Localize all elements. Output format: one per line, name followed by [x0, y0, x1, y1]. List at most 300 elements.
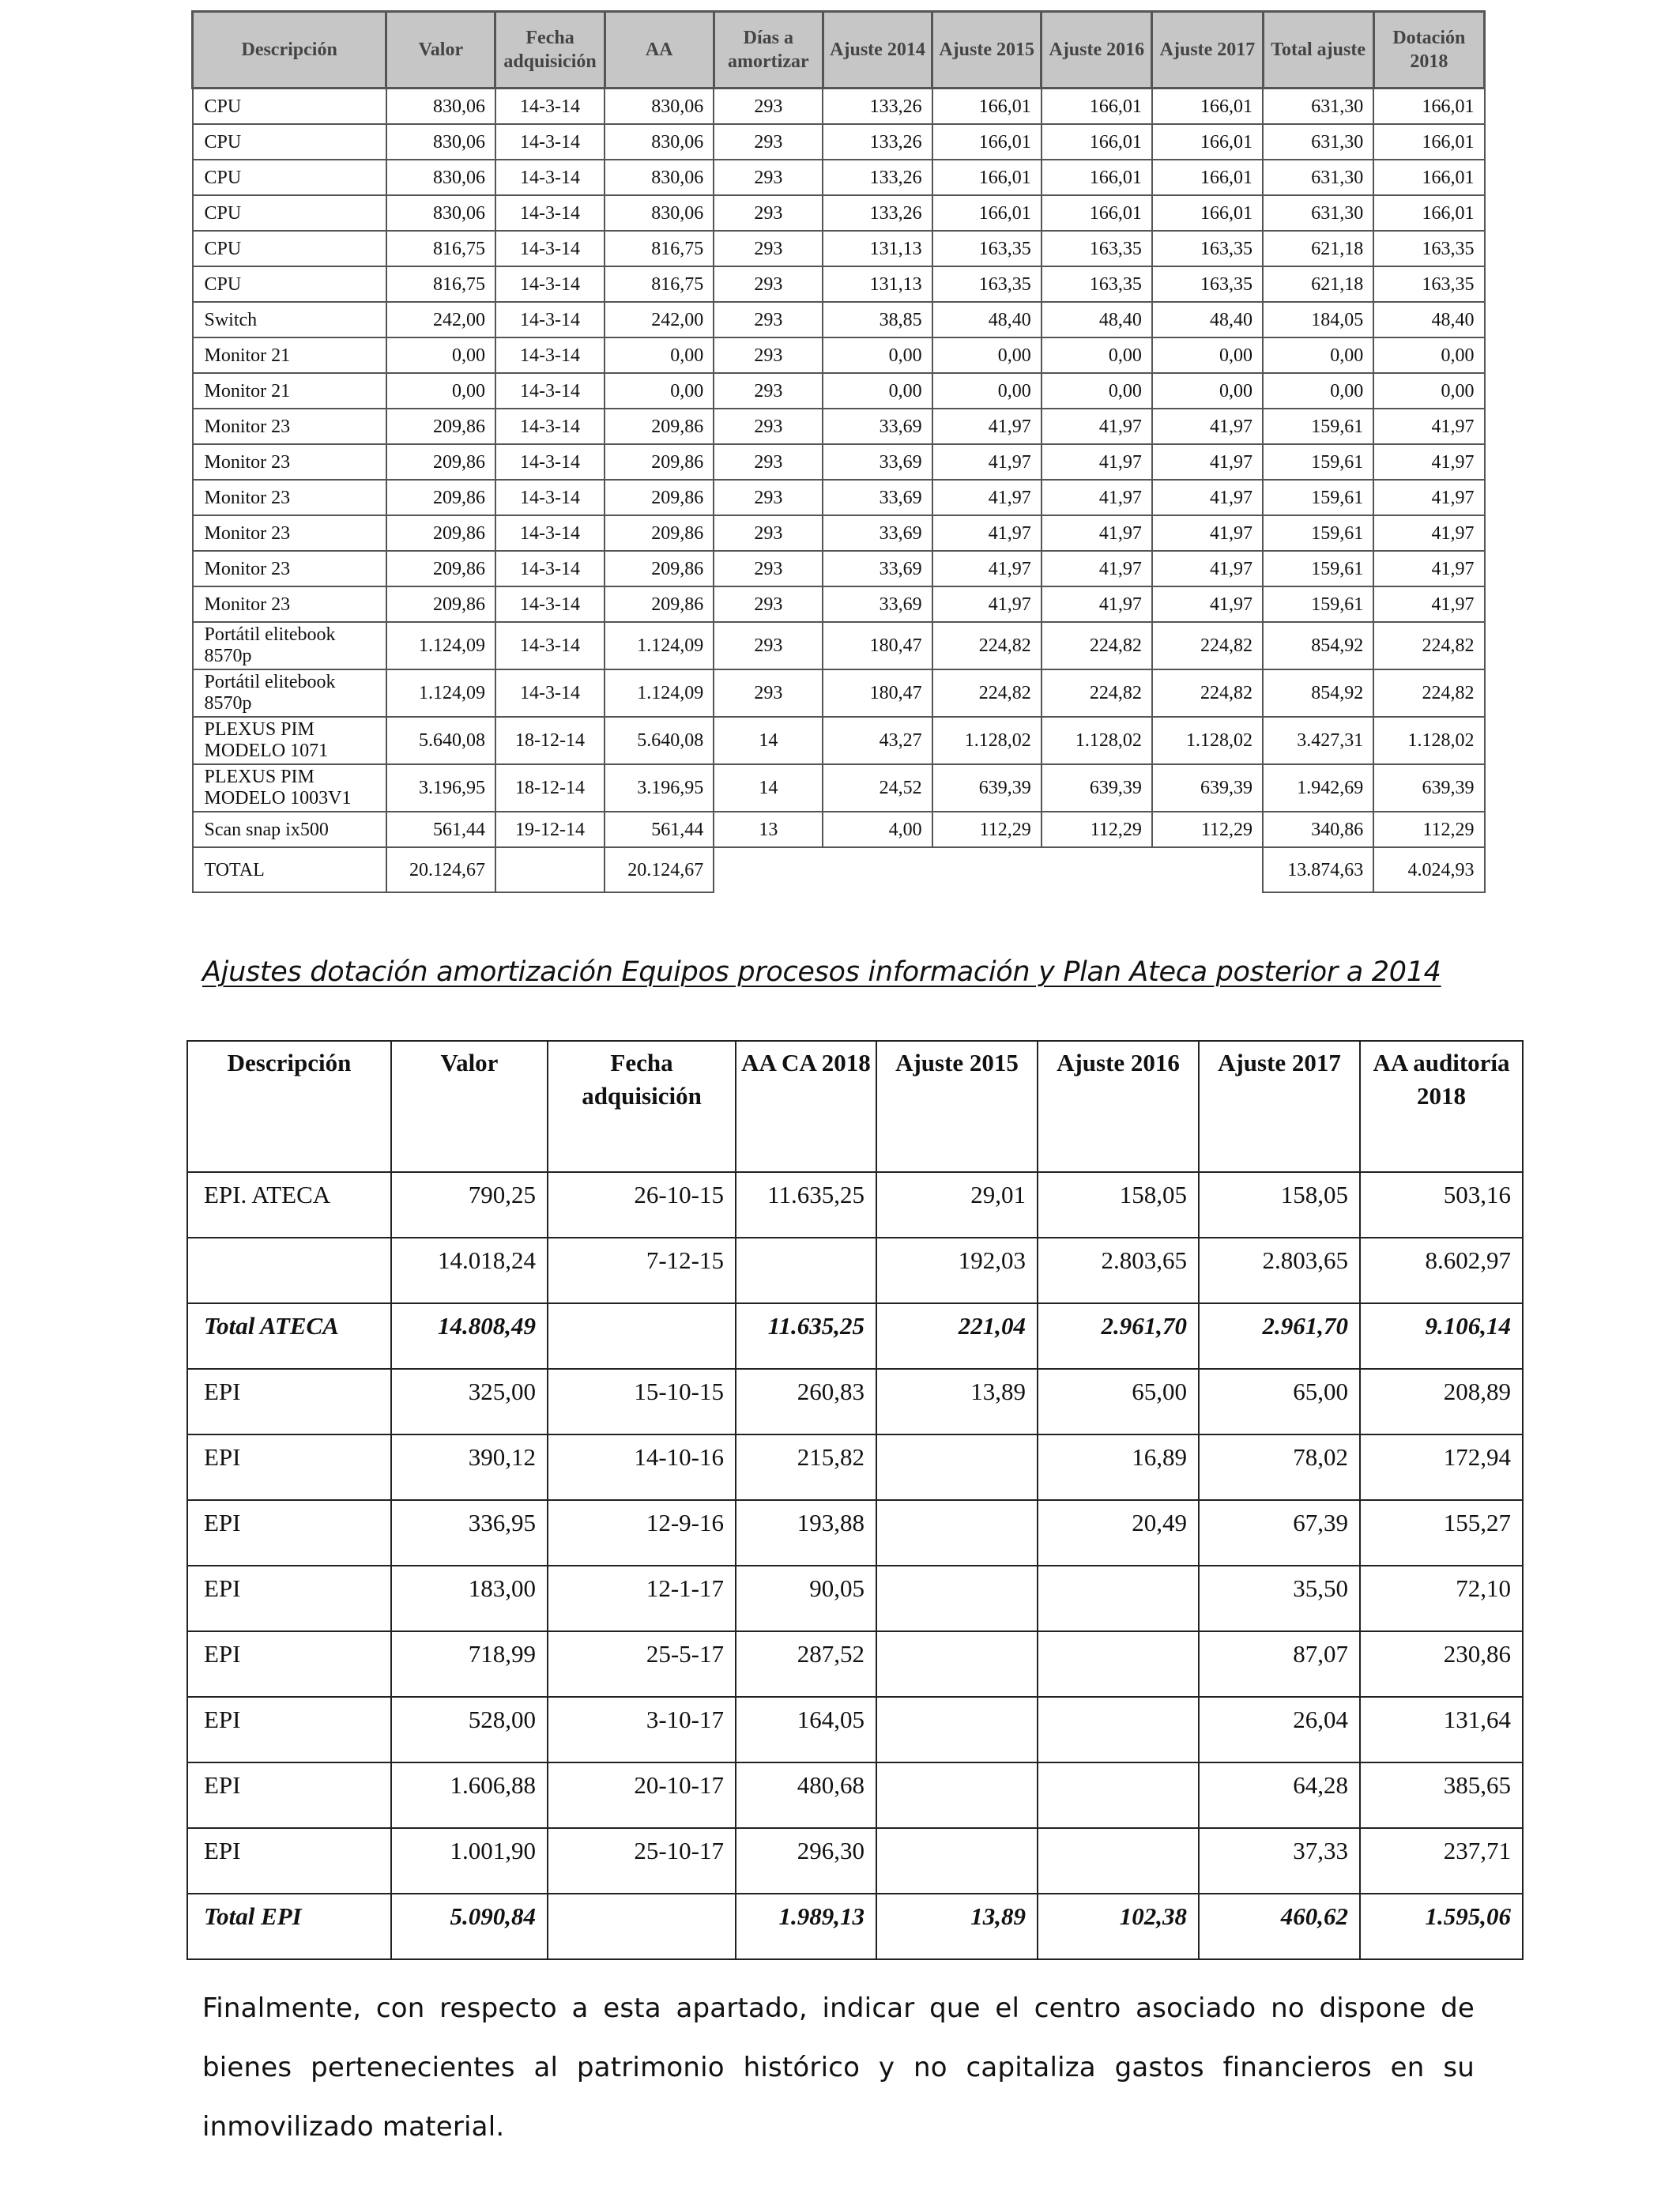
cell-descripcion: CPU	[193, 266, 386, 302]
table-cell: 166,01	[1373, 124, 1484, 160]
table-cell: 14-3-14	[495, 622, 605, 669]
table-cell: 41,97	[1373, 551, 1484, 586]
header-ajuste-2016: Ajuste 2016	[1038, 1041, 1199, 1172]
table-cell: 0,00	[1263, 373, 1373, 409]
table-cell: 14-3-14	[495, 160, 605, 195]
table-cell: 33,69	[823, 515, 932, 551]
table-cell: 1.124,09	[386, 622, 495, 669]
table-cell: 224,82	[1152, 669, 1263, 717]
table-cell: 102,38	[1038, 1894, 1199, 1959]
table-row	[193, 480, 1485, 515]
table-cell: 67,39	[1199, 1500, 1360, 1566]
header-fecha-adquisicion: Fecha adquisición	[495, 12, 605, 89]
table-cell: 3.196,95	[605, 764, 714, 812]
table-row	[187, 1631, 1523, 1697]
table-row	[187, 1566, 1523, 1631]
table-cell: 631,30	[1263, 124, 1373, 160]
table-cell: 14-3-14	[495, 515, 605, 551]
table-cell: 41,97	[1152, 444, 1263, 480]
table-cell	[1038, 1631, 1199, 1697]
table-cell: 166,01	[932, 124, 1042, 160]
table-cell: 293	[714, 515, 823, 551]
table-cell: 1.124,09	[605, 622, 714, 669]
table-cell: 65,00	[1199, 1369, 1360, 1434]
table-cell: 1.128,02	[1152, 717, 1263, 764]
table-cell: 480,68	[736, 1762, 876, 1828]
header-total-ajuste: Total ajuste	[1263, 12, 1373, 89]
table-cell: 12-9-16	[548, 1500, 736, 1566]
table-cell: 260,83	[736, 1369, 876, 1434]
table-cell: 14-3-14	[495, 89, 605, 125]
table-cell: 0,00	[823, 373, 932, 409]
table-cell: 8.602,97	[1360, 1238, 1523, 1303]
table-cell: 5.640,08	[605, 717, 714, 764]
table-cell: 20,49	[1038, 1500, 1199, 1566]
table-cell: 293	[714, 160, 823, 195]
table-row	[187, 1762, 1523, 1828]
header-ajuste-2014: Ajuste 2014	[823, 12, 932, 89]
cell-descripcion: Total EPI	[187, 1894, 391, 1959]
table-cell: 2.961,70	[1199, 1303, 1360, 1369]
table2-header-row	[187, 1041, 1523, 1172]
table-cell	[876, 1434, 1038, 1500]
cell-descripcion: Portátil elitebook 8570p	[193, 669, 386, 717]
table-cell: 1.595,06	[1360, 1894, 1523, 1959]
table-cell: 0,00	[1373, 337, 1484, 373]
table-cell	[876, 1566, 1038, 1631]
table-cell: 390,12	[391, 1434, 548, 1500]
table-row	[193, 124, 1485, 160]
table-cell: 12-1-17	[548, 1566, 736, 1631]
table-cell: 41,97	[1373, 586, 1484, 622]
table-cell: 9.106,14	[1360, 1303, 1523, 1369]
header-ajuste-2015: Ajuste 2015	[876, 1041, 1038, 1172]
table-cell: 816,75	[605, 231, 714, 266]
table-cell: 166,01	[1152, 124, 1263, 160]
table-cell: 131,64	[1360, 1697, 1523, 1762]
cell-descripcion: CPU	[193, 160, 386, 195]
table-cell: 0,00	[1373, 373, 1484, 409]
header-aa-ca-2018: AA CA 2018	[736, 1041, 876, 1172]
table-cell: 336,95	[391, 1500, 548, 1566]
table-cell: 503,16	[1360, 1172, 1523, 1238]
table-cell: 166,01	[1042, 89, 1152, 125]
table-cell: 209,86	[605, 551, 714, 586]
table-cell: 230,86	[1360, 1631, 1523, 1697]
table-row	[193, 409, 1485, 444]
table-cell: 830,06	[386, 89, 495, 125]
header-ajuste-2017: Ajuste 2017	[1199, 1041, 1360, 1172]
table-cell: 112,29	[1152, 812, 1263, 847]
table-cell: 325,00	[391, 1369, 548, 1434]
table-cell: 0,00	[1152, 337, 1263, 373]
table-cell: 830,06	[605, 124, 714, 160]
table-cell: 29,01	[876, 1172, 1038, 1238]
table-row	[187, 1369, 1523, 1434]
table-cell: 41,97	[1042, 444, 1152, 480]
table-cell: 41,97	[932, 444, 1042, 480]
header-fecha-adquisicion: Fecha adquisición	[548, 1041, 736, 1172]
table-row	[193, 89, 1485, 125]
table-cell: 166,01	[932, 160, 1042, 195]
table-cell: 293	[714, 669, 823, 717]
cell-descripcion: CPU	[193, 195, 386, 231]
table-cell: 209,86	[386, 515, 495, 551]
cell-descripcion: Monitor 23	[193, 586, 386, 622]
table-row	[193, 266, 1485, 302]
table-cell: 112,29	[932, 812, 1042, 847]
header-ajuste-2015: Ajuste 2015	[932, 12, 1042, 89]
table-cell: 215,82	[736, 1434, 876, 1500]
table-cell: 3-10-17	[548, 1697, 736, 1762]
table-cell	[1038, 1697, 1199, 1762]
header-ajuste-2016: Ajuste 2016	[1042, 12, 1152, 89]
table-cell: 14-3-14	[495, 444, 605, 480]
table-cell: 158,05	[1199, 1172, 1360, 1238]
table-cell: 293	[714, 195, 823, 231]
table-cell: 163,35	[1152, 231, 1263, 266]
table-cell: 15-10-15	[548, 1369, 736, 1434]
table-cell: 621,18	[1263, 231, 1373, 266]
table-cell: 193,88	[736, 1500, 876, 1566]
table-cell: 293	[714, 622, 823, 669]
table-cell: 41,97	[1042, 480, 1152, 515]
table-cell: 5.090,84	[391, 1894, 548, 1959]
table-cell: 209,86	[386, 586, 495, 622]
table-cell: 180,47	[823, 669, 932, 717]
table-row	[193, 764, 1485, 812]
table-cell: 385,65	[1360, 1762, 1523, 1828]
cell-descripcion: EPI	[187, 1566, 391, 1631]
cell-descripcion: Monitor 23	[193, 409, 386, 444]
table-cell: 163,35	[932, 266, 1042, 302]
table-cell: 0,00	[605, 373, 714, 409]
table-cell: 35,50	[1199, 1566, 1360, 1631]
table-cell: 14-3-14	[495, 195, 605, 231]
table-cell: 209,86	[386, 444, 495, 480]
table-cell: 14.808,49	[391, 1303, 548, 1369]
table-cell: 209,86	[605, 444, 714, 480]
table-cell: 816,75	[605, 266, 714, 302]
table-cell: 41,97	[1373, 444, 1484, 480]
table-cell: 293	[714, 373, 823, 409]
table-cell: 16,89	[1038, 1434, 1199, 1500]
empty-cell	[495, 847, 605, 892]
table-cell: 14-3-14	[495, 124, 605, 160]
table-cell: 242,00	[386, 302, 495, 337]
table-cell: 26,04	[1199, 1697, 1360, 1762]
table-cell: 64,28	[1199, 1762, 1360, 1828]
table-cell	[876, 1500, 1038, 1566]
table-cell: 631,30	[1263, 160, 1373, 195]
empty-cell	[714, 847, 1263, 892]
table-cell: 460,62	[1199, 1894, 1360, 1959]
table-cell: 41,97	[932, 409, 1042, 444]
table-cell: 1.001,90	[391, 1828, 548, 1894]
cell-descripcion: Monitor 21	[193, 373, 386, 409]
table-row	[193, 160, 1485, 195]
table-cell: 293	[714, 551, 823, 586]
table-cell	[1038, 1762, 1199, 1828]
table-cell: 4,00	[823, 812, 932, 847]
table-cell: 830,06	[386, 160, 495, 195]
table-cell: 639,39	[1042, 764, 1152, 812]
table-cell: 209,86	[605, 409, 714, 444]
table-cell: 180,47	[823, 622, 932, 669]
table-cell	[548, 1894, 736, 1959]
cell-descripcion: Scan snap ix500	[193, 812, 386, 847]
cell-descripcion: PLEXUS PIM MODELO 1003V1	[193, 764, 386, 812]
table-cell: 163,35	[932, 231, 1042, 266]
table-cell: 133,26	[823, 124, 932, 160]
table-cell: 41,97	[1042, 515, 1152, 551]
total-dotacion: 4.024,93	[1373, 847, 1484, 892]
table-cell: 528,00	[391, 1697, 548, 1762]
table-cell: 90,05	[736, 1566, 876, 1631]
table-cell: 14-3-14	[495, 266, 605, 302]
cell-descripcion: Monitor 23	[193, 444, 386, 480]
header-descripcion: Descripción	[187, 1041, 391, 1172]
table-cell: 830,06	[605, 195, 714, 231]
table-cell: 163,35	[1042, 266, 1152, 302]
table-cell: 41,97	[932, 586, 1042, 622]
table-cell: 159,61	[1263, 409, 1373, 444]
table-cell: 0,00	[386, 373, 495, 409]
table1-header-row	[193, 12, 1485, 89]
table-cell: 163,35	[1373, 266, 1484, 302]
table-cell: 854,92	[1263, 669, 1373, 717]
table-cell: 14.018,24	[391, 1238, 548, 1303]
table-cell: 87,07	[1199, 1631, 1360, 1697]
table-cell: 166,01	[1152, 160, 1263, 195]
table-cell: 718,99	[391, 1631, 548, 1697]
table-cell: 830,06	[605, 89, 714, 125]
table-cell: 159,61	[1263, 480, 1373, 515]
table-cell: 33,69	[823, 551, 932, 586]
amortization-table-ateca	[186, 1040, 1524, 1960]
total-label: TOTAL	[193, 847, 386, 892]
table-cell: 131,13	[823, 231, 932, 266]
table-cell: 14-10-16	[548, 1434, 736, 1500]
table-row	[187, 1172, 1523, 1238]
table-cell: 0,00	[932, 373, 1042, 409]
table-row	[193, 812, 1485, 847]
cell-descripcion: EPI	[187, 1762, 391, 1828]
table-cell: 621,18	[1263, 266, 1373, 302]
table-cell: 224,82	[932, 669, 1042, 717]
table-row	[187, 1500, 1523, 1566]
table-cell: 14-3-14	[495, 409, 605, 444]
table-cell: 41,97	[1152, 551, 1263, 586]
table-cell: 2.803,65	[1199, 1238, 1360, 1303]
amortization-table-equipment	[191, 10, 1486, 893]
table-cell	[876, 1828, 1038, 1894]
table-cell: 155,27	[1360, 1500, 1523, 1566]
header-dias-amortizar: Días a amortizar	[714, 12, 823, 89]
table-cell: 166,01	[1373, 160, 1484, 195]
cell-descripcion: Portátil elitebook 8570p	[193, 622, 386, 669]
table-row	[187, 1828, 1523, 1894]
table-cell: 33,69	[823, 444, 932, 480]
header-aa: AA	[605, 12, 714, 89]
table-cell: 163,35	[1042, 231, 1152, 266]
cell-descripcion: PLEXUS PIM MODELO 1071	[193, 717, 386, 764]
table-cell: 78,02	[1199, 1434, 1360, 1500]
table-cell: 163,35	[1152, 266, 1263, 302]
table-cell: 0,00	[932, 337, 1042, 373]
table-cell: 41,97	[1373, 409, 1484, 444]
table-cell: 209,86	[605, 515, 714, 551]
cell-descripcion	[187, 1238, 391, 1303]
table-cell: 1.128,02	[1042, 717, 1152, 764]
table-cell: 561,44	[386, 812, 495, 847]
table-row	[193, 551, 1485, 586]
table-row	[193, 669, 1485, 717]
table-cell: 184,05	[1263, 302, 1373, 337]
table-cell: 41,97	[932, 515, 1042, 551]
table-cell	[876, 1697, 1038, 1762]
table-cell: 0,00	[1042, 373, 1152, 409]
table-cell: 25-5-17	[548, 1631, 736, 1697]
table-cell: 854,92	[1263, 622, 1373, 669]
cell-descripcion: CPU	[193, 89, 386, 125]
table-cell: 631,30	[1263, 195, 1373, 231]
table-cell	[1038, 1566, 1199, 1631]
table-cell: 561,44	[605, 812, 714, 847]
table-cell: 14	[714, 717, 823, 764]
header-dotacion-2018: Dotación 2018	[1373, 12, 1484, 89]
table-cell: 166,01	[1042, 195, 1152, 231]
table-cell: 33,69	[823, 586, 932, 622]
table-cell: 24,52	[823, 764, 932, 812]
table-cell: 293	[714, 586, 823, 622]
cell-descripcion: Monitor 21	[193, 337, 386, 373]
table-cell: 19-12-14	[495, 812, 605, 847]
table-cell	[876, 1631, 1038, 1697]
table-cell: 790,25	[391, 1172, 548, 1238]
cell-descripcion: CPU	[193, 231, 386, 266]
table-cell: 209,86	[605, 586, 714, 622]
table-cell: 209,86	[605, 480, 714, 515]
table-cell: 166,01	[932, 195, 1042, 231]
cell-descripcion: Monitor 23	[193, 515, 386, 551]
table-cell: 166,01	[1373, 195, 1484, 231]
table-cell: 0,00	[386, 337, 495, 373]
table-cell: 133,26	[823, 160, 932, 195]
table-cell: 1.128,02	[932, 717, 1042, 764]
table-cell: 25-10-17	[548, 1828, 736, 1894]
table-cell: 37,33	[1199, 1828, 1360, 1894]
table-cell: 224,82	[1042, 622, 1152, 669]
table-cell: 830,06	[386, 124, 495, 160]
table-cell: 33,69	[823, 480, 932, 515]
table-cell: 133,26	[823, 89, 932, 125]
header-aa-auditoria-2018: AA auditoría 2018	[1360, 1041, 1523, 1172]
table-cell: 33,69	[823, 409, 932, 444]
table-row	[193, 444, 1485, 480]
table-cell: 224,82	[1373, 622, 1484, 669]
table-cell: 112,29	[1042, 812, 1152, 847]
header-valor: Valor	[386, 12, 495, 89]
table-cell: 293	[714, 231, 823, 266]
table-cell: 41,97	[1042, 551, 1152, 586]
table-cell: 18-12-14	[495, 717, 605, 764]
table-cell: 14-3-14	[495, 373, 605, 409]
table-row	[193, 373, 1485, 409]
table-cell: 1.942,69	[1263, 764, 1373, 812]
table-cell: 1.124,09	[605, 669, 714, 717]
table-cell: 1.128,02	[1373, 717, 1484, 764]
table-cell: 242,00	[605, 302, 714, 337]
table-cell: 159,61	[1263, 586, 1373, 622]
table-cell: 166,01	[932, 89, 1042, 125]
table-total-row	[187, 1894, 1523, 1959]
header-valor: Valor	[391, 1041, 548, 1172]
table-cell: 183,00	[391, 1566, 548, 1631]
table-cell: 2.803,65	[1038, 1238, 1199, 1303]
table-cell: 48,40	[1042, 302, 1152, 337]
cell-descripcion: EPI	[187, 1500, 391, 1566]
table-row	[187, 1434, 1523, 1500]
table-cell: 208,89	[1360, 1369, 1523, 1434]
table-row	[187, 1238, 1523, 1303]
table-cell: 159,61	[1263, 515, 1373, 551]
table-cell: 163,35	[1373, 231, 1484, 266]
table-cell: 158,05	[1038, 1172, 1199, 1238]
table-row	[193, 231, 1485, 266]
table-cell: 14-3-14	[495, 551, 605, 586]
table-cell: 14-3-14	[495, 231, 605, 266]
table-row	[193, 717, 1485, 764]
table-cell: 14-3-14	[495, 669, 605, 717]
table-cell: 18-12-14	[495, 764, 605, 812]
table-row	[193, 195, 1485, 231]
table-cell: 14-3-14	[495, 302, 605, 337]
table-cell: 221,04	[876, 1303, 1038, 1369]
table-cell: 159,61	[1263, 444, 1373, 480]
table-cell	[548, 1303, 736, 1369]
table-caption: Ajustes dotación amortización Equipos procesos información y Plan Ateca posterior a 2014	[202, 956, 1441, 988]
cell-descripcion: EPI. ATECA	[187, 1172, 391, 1238]
table-cell: 816,75	[386, 231, 495, 266]
header-ajuste-2017: Ajuste 2017	[1152, 12, 1263, 89]
table-cell: 5.640,08	[386, 717, 495, 764]
table-cell: 631,30	[1263, 89, 1373, 125]
table-cell: 816,75	[386, 266, 495, 302]
table-cell: 11.635,25	[736, 1303, 876, 1369]
table-cell: 1.606,88	[391, 1762, 548, 1828]
table-cell: 112,29	[1373, 812, 1484, 847]
table-cell: 166,01	[1042, 124, 1152, 160]
table-cell: 224,82	[1042, 669, 1152, 717]
table-cell: 172,94	[1360, 1434, 1523, 1500]
table-cell: 224,82	[1152, 622, 1263, 669]
table-cell: 293	[714, 337, 823, 373]
table-cell: 166,01	[1042, 160, 1152, 195]
table-row	[193, 586, 1485, 622]
table-row	[187, 1697, 1523, 1762]
table-cell: 11.635,25	[736, 1172, 876, 1238]
table-cell: 13,89	[876, 1894, 1038, 1959]
total-aa: 20.124,67	[605, 847, 714, 892]
table-cell: 14-3-14	[495, 480, 605, 515]
table-cell: 166,01	[1152, 195, 1263, 231]
table-cell: 133,26	[823, 195, 932, 231]
table-cell: 164,05	[736, 1697, 876, 1762]
table-cell: 293	[714, 444, 823, 480]
cell-descripcion: CPU	[193, 124, 386, 160]
table-cell: 639,39	[1373, 764, 1484, 812]
